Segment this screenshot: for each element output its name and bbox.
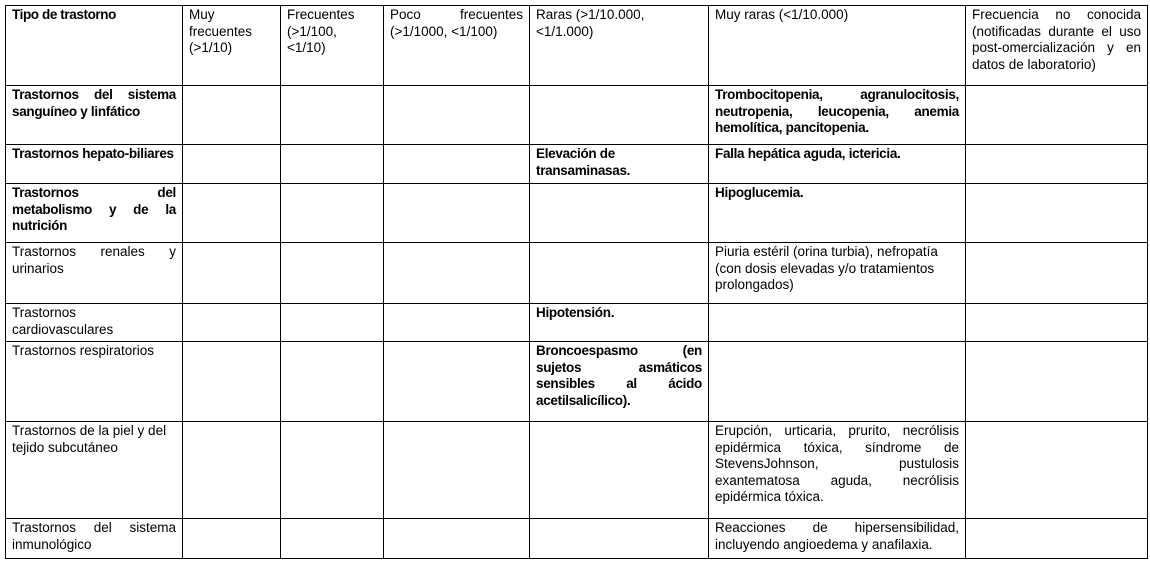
- cell-common: [281, 422, 384, 519]
- adverse-reactions-table: [5, 5, 1148, 559]
- cell-very-common: [183, 184, 281, 243]
- cell-very-rare: Erupción, urticaria, prurito, necrólisis epidérmica tóxica, síndrome de StevensJohnson, pustulosis exantematosa aguda, necrólisis epidérmica tóxica.: [709, 422, 966, 519]
- row-disorder-type: Trastornos del metabolismo y de la nutrición: [6, 184, 183, 243]
- header-very-common: Muy frecuentes (>1/10): [183, 6, 281, 86]
- header-disorder-type: Tipo de trastorno: [6, 6, 183, 86]
- table-row: [6, 86, 1148, 145]
- cell-unknown: [966, 422, 1148, 519]
- cell-uncommon: [384, 243, 530, 304]
- cell-rare: Hipotensión.: [530, 304, 709, 342]
- cell-common: [281, 86, 384, 145]
- cell-rare: [530, 86, 709, 145]
- cell-unknown: [966, 145, 1148, 184]
- cell-common: [281, 304, 384, 342]
- header-unknown-frequency: Frecuencia no conocida (notificadas durante el uso post-omercialización y en datos de laboratorio): [966, 6, 1148, 86]
- cell-very-common: [183, 304, 281, 342]
- table-row: [6, 304, 1148, 342]
- cell-common: [281, 519, 384, 559]
- cell-rare: [530, 519, 709, 559]
- cell-very-common: [183, 422, 281, 519]
- cell-unknown: [966, 86, 1148, 145]
- cell-common: [281, 184, 384, 243]
- cell-common: [281, 145, 384, 184]
- table-row: [6, 342, 1148, 422]
- table-row: [6, 184, 1148, 243]
- row-disorder-type: Trastornos del sistema sanguíneo y linfático: [6, 86, 183, 145]
- cell-rare: [530, 243, 709, 304]
- cell-rare: Elevación de transaminasas.: [530, 145, 709, 184]
- header-very-rare: Muy raras (<1/10.000): [709, 6, 966, 86]
- cell-uncommon: [384, 342, 530, 422]
- cell-very-rare: Reacciones de hipersensibilidad, incluyendo angioedema y anafilaxia.: [709, 519, 966, 559]
- cell-very-rare: Hipoglucemia.: [709, 184, 966, 243]
- cell-very-common: [183, 243, 281, 304]
- cell-uncommon: [384, 519, 530, 559]
- cell-very-rare: Trombocitopenia, agranulocitosis, neutropenia, leucopenia, anemia hemolítica, pancitopenia.: [709, 86, 966, 145]
- cell-unknown: [966, 519, 1148, 559]
- cell-uncommon: [384, 145, 530, 184]
- cell-uncommon: [384, 184, 530, 243]
- cell-uncommon: [384, 86, 530, 145]
- header-uncommon: Poco frecuentes (>1/1000, <1/100): [384, 6, 530, 86]
- cell-very-common: [183, 145, 281, 184]
- cell-unknown: [966, 184, 1148, 243]
- row-disorder-type: Trastornos de la piel y del tejido subcutáneo: [6, 422, 183, 519]
- cell-uncommon: [384, 304, 530, 342]
- cell-very-rare: Piuria estéril (orina turbia), nefropatía (con dosis elevadas y/o tratamientos prolongados): [709, 243, 966, 304]
- cell-unknown: [966, 243, 1148, 304]
- table-row: [6, 422, 1148, 519]
- cell-very-common: [183, 519, 281, 559]
- header-row: [6, 6, 1148, 86]
- cell-very-rare: [709, 304, 966, 342]
- cell-unknown: [966, 304, 1148, 342]
- cell-rare: Broncoespasmo (en sujetos asmáticos sensibles al ácido acetilsalicílico).: [530, 342, 709, 422]
- cell-common: [281, 342, 384, 422]
- cell-rare: [530, 184, 709, 243]
- row-disorder-type: Trastornos cardiovasculares: [6, 304, 183, 342]
- cell-rare: [530, 422, 709, 519]
- table-row: [6, 519, 1148, 559]
- row-disorder-type: Trastornos respiratorios: [6, 342, 183, 422]
- cell-very-common: [183, 86, 281, 145]
- table-row: [6, 145, 1148, 184]
- header-common: Frecuentes (>1/100, <1/10): [281, 6, 384, 86]
- cell-very-common: [183, 342, 281, 422]
- cell-very-rare: Falla hepática aguda, ictericia.: [709, 145, 966, 184]
- row-disorder-type: Trastornos hepato-biliares: [6, 145, 183, 184]
- header-rare: Raras (>1/10.000, <1/1.000): [530, 6, 709, 86]
- row-disorder-type: Trastornos del sistema inmunológico: [6, 519, 183, 559]
- cell-unknown: [966, 342, 1148, 422]
- table-row: [6, 243, 1148, 304]
- cell-common: [281, 243, 384, 304]
- cell-very-rare: [709, 342, 966, 422]
- row-disorder-type: Trastornos renales y urinarios: [6, 243, 183, 304]
- cell-uncommon: [384, 422, 530, 519]
